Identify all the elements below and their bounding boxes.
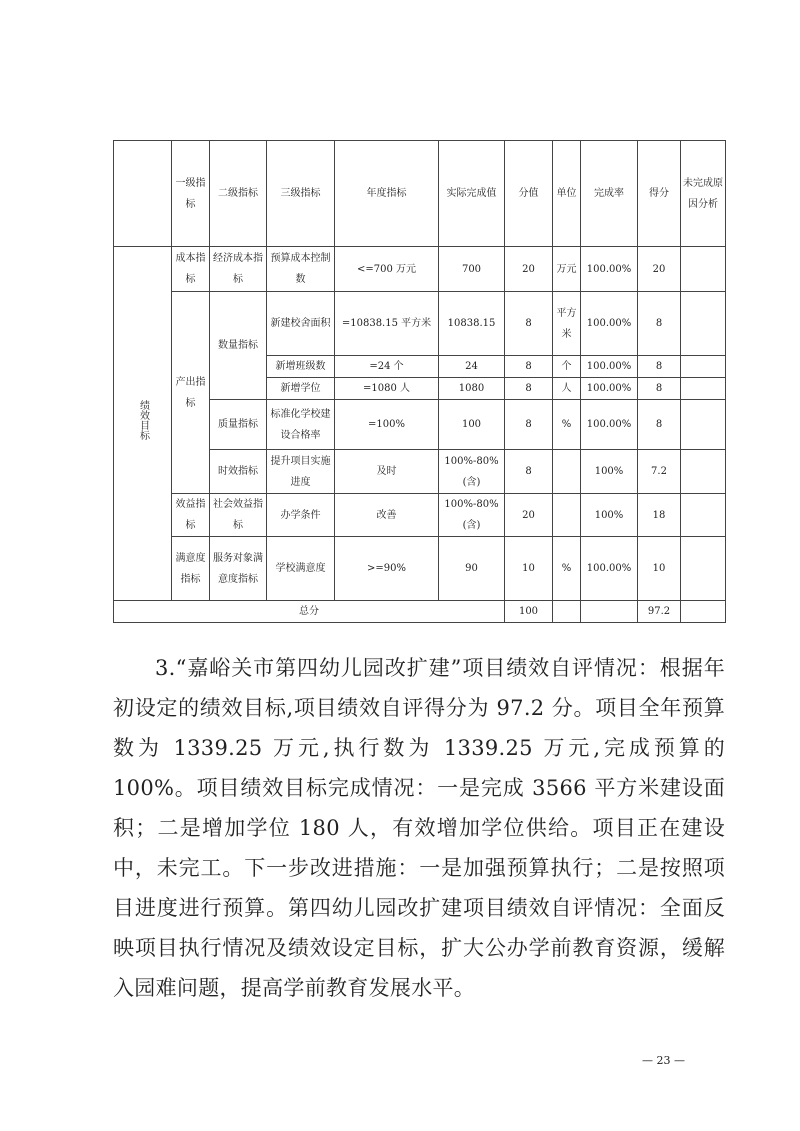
weight-cell: 8 <box>505 450 553 494</box>
rate-cell: 100.00% <box>581 356 638 378</box>
header-cell: 分值 <box>505 141 553 247</box>
level1-output: 产出指标 <box>172 292 210 494</box>
weight-cell: 8 <box>505 378 553 400</box>
unit-cell <box>553 494 581 537</box>
target-cell: =1080 人 <box>335 378 439 400</box>
header-cell: 未完成原因分析 <box>681 141 726 247</box>
header-row <box>114 141 726 247</box>
level2-social: 社会效益指标 <box>210 494 267 537</box>
unit-cell: 平方米 <box>553 292 581 356</box>
reason-cell <box>681 292 726 356</box>
score-cell: 8 <box>638 378 681 400</box>
actual-cell: 100%-80%(含) <box>439 450 505 494</box>
total-unit <box>553 601 581 623</box>
main-label-cell <box>114 247 172 601</box>
level2-timeliness: 时效指标 <box>210 450 267 494</box>
target-cell: =10838.15 平方米 <box>335 292 439 356</box>
header-cell: 实际完成值 <box>439 141 505 247</box>
score-cell: 20 <box>638 247 681 292</box>
header-blank <box>114 141 172 247</box>
reason-cell <box>681 450 726 494</box>
target-cell: >=90% <box>335 537 439 601</box>
actual-cell: 700 <box>439 247 505 292</box>
score-cell: 18 <box>638 494 681 537</box>
target-cell: =100% <box>335 400 439 450</box>
rate-cell: 100.00% <box>581 378 638 400</box>
score-cell: 7.2 <box>638 450 681 494</box>
weight-cell: 20 <box>505 247 553 292</box>
score-cell: 8 <box>638 292 681 356</box>
total-reason <box>681 601 726 623</box>
actual-cell: 100 <box>439 400 505 450</box>
header-cell: 三级指标 <box>267 141 335 247</box>
level1-benefit: 效益指标 <box>172 494 210 537</box>
reason-cell <box>681 537 726 601</box>
level2-quality: 质量指标 <box>210 400 267 450</box>
header-cell: 年度指标 <box>335 141 439 247</box>
header-cell: 二级指标 <box>210 141 267 247</box>
table-row <box>114 247 726 292</box>
rate-cell: 100.00% <box>581 537 638 601</box>
unit-cell <box>553 450 581 494</box>
table-row <box>114 537 726 601</box>
header-cell: 得分 <box>638 141 681 247</box>
total-row <box>114 601 726 623</box>
header-cell: 一级指标 <box>172 141 210 247</box>
level3-cell: 标准化学校建设合格率 <box>267 400 335 450</box>
unit-cell: 人 <box>553 378 581 400</box>
target-cell: 改善 <box>335 494 439 537</box>
actual-cell: 24 <box>439 356 505 378</box>
score-cell: 10 <box>638 537 681 601</box>
header-cell: 单位 <box>553 141 581 247</box>
table-row <box>114 494 726 537</box>
level1-cost: 成本指标 <box>172 247 210 292</box>
performance-table <box>113 140 726 623</box>
unit-cell: % <box>553 400 581 450</box>
score-cell: 8 <box>638 356 681 378</box>
rate-cell: 100% <box>581 494 638 537</box>
total-score: 97.2 <box>638 601 681 623</box>
weight-cell: 8 <box>505 356 553 378</box>
target-cell: 及时 <box>335 450 439 494</box>
weight-cell: 20 <box>505 494 553 537</box>
reason-cell <box>681 247 726 292</box>
reason-cell <box>681 494 726 537</box>
reason-cell <box>681 356 726 378</box>
main-label: 绩效目标 <box>137 399 149 440</box>
level3-cell: 新增班级数 <box>267 356 335 378</box>
unit-cell: 个 <box>553 356 581 378</box>
body-paragraph: 3.“嘉峪关市第四幼儿园改扩建”项目绩效自评情况：根据年初设定的绩效目标,项目绩效自评得分为 97.2 分。项目全年预算数为 1339.25 万元,执行数为 1339.25 万元,完成预算的100%。项目绩效目标完成情况：一是完成 3566 平方米建设面积；二是增加学位 180 人，有效增加学位供给。项目正在建设中，未完工。下一步改进措施：一是加强预算执行；二是按照项目进度进行预算。第四幼儿园改扩建项目绩效自评情况：全面反映项目执行情况及绩效设定目标，扩大公办学前教育资源，缓解入园难问题，提高学前教育发展水平。 <box>113 656 725 1000</box>
unit-cell: 万元 <box>553 247 581 292</box>
weight-cell: 8 <box>505 400 553 450</box>
level3-cell: 提升项目实施进度 <box>267 450 335 494</box>
rate-cell: 100.00% <box>581 247 638 292</box>
level2-quantity: 数量指标 <box>210 292 267 400</box>
actual-cell: 10838.15 <box>439 292 505 356</box>
score-cell: 8 <box>638 400 681 450</box>
total-rate <box>581 601 638 623</box>
target-cell: <=700 万元 <box>335 247 439 292</box>
level2-service: 服务对象满意度指标 <box>210 537 267 601</box>
target-cell: =24 个 <box>335 356 439 378</box>
page-number: — 23 — <box>642 1054 685 1067</box>
actual-cell: 100%-80%(含) <box>439 494 505 537</box>
total-weight: 100 <box>505 601 553 623</box>
reason-cell <box>681 400 726 450</box>
unit-cell: % <box>553 537 581 601</box>
total-label: 总分 <box>114 601 505 623</box>
header-cell: 完成率 <box>581 141 638 247</box>
level2-econ-cost: 经济成本指标 <box>210 247 267 292</box>
rate-cell: 100% <box>581 450 638 494</box>
weight-cell: 8 <box>505 292 553 356</box>
reason-cell <box>681 378 726 400</box>
level3-cell: 办学条件 <box>267 494 335 537</box>
table-row <box>114 292 726 356</box>
actual-cell: 1080 <box>439 378 505 400</box>
rate-cell: 100.00% <box>581 400 638 450</box>
level3-cell: 新建校舍面积 <box>267 292 335 356</box>
level3-cell: 预算成本控制数 <box>267 247 335 292</box>
level1-satisfaction: 满意度指标 <box>172 537 210 601</box>
actual-cell: 90 <box>439 537 505 601</box>
rate-cell: 100.00% <box>581 292 638 356</box>
level3-cell: 新增学位 <box>267 378 335 400</box>
weight-cell: 10 <box>505 537 553 601</box>
level3-cell: 学校满意度 <box>267 537 335 601</box>
